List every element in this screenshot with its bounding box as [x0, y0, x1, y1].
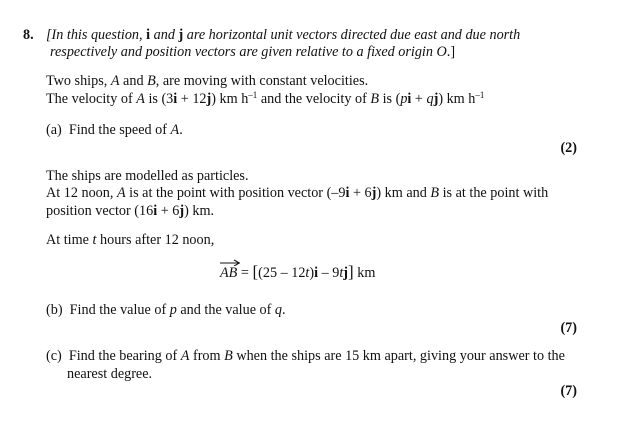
- text: The velocity of: [46, 91, 137, 107]
- part-b: [46, 302, 286, 318]
- intro-text: are horizontal unit vectors directed due east and due north: [183, 27, 521, 43]
- text: +: [411, 91, 427, 107]
- text: is at the point with: [439, 185, 549, 201]
- text: + 6: [349, 185, 372, 201]
- marks-part-b: (7): [560, 320, 577, 336]
- part-label: (b): [46, 302, 63, 318]
- p2-line-3: [46, 203, 214, 219]
- unit-vector-i: i: [345, 185, 350, 201]
- text: At time: [46, 232, 93, 248]
- question-number: 8.: [23, 27, 34, 43]
- origin-label: O: [436, 44, 447, 60]
- superscript: –1: [475, 90, 485, 100]
- unit-vector-i: i: [407, 91, 412, 107]
- vector-arrow-icon: [220, 258, 240, 266]
- text: .: [179, 122, 183, 138]
- text: Two ships,: [46, 73, 111, 89]
- text: ): [309, 265, 315, 281]
- text: Find the value of: [69, 302, 170, 318]
- variable-p: p: [400, 91, 408, 107]
- unit-vector-j: j: [178, 27, 184, 43]
- equals-sign: =: [237, 265, 253, 281]
- intro-text: respectively and position vectors are given relative to a fixed origin: [50, 44, 437, 60]
- text: + 6: [157, 203, 180, 219]
- text: hours after 12 noon,: [96, 232, 215, 248]
- intro-line-2: [50, 44, 455, 60]
- ship-b-label: B: [370, 91, 380, 107]
- variable-t: t: [305, 265, 310, 281]
- text: is (: [379, 91, 401, 107]
- intro-bracket: [: [46, 27, 52, 43]
- intro-line-1: [46, 27, 520, 43]
- text: At 12 noon,: [46, 185, 117, 201]
- unit-vector-i: i: [153, 203, 158, 219]
- p2-line-2: [46, 185, 548, 201]
- text: is at the point with position vector (–9: [125, 185, 346, 201]
- text: and the velocity of: [257, 91, 371, 107]
- part-c-line-2: nearest degree.: [67, 366, 153, 382]
- intro-text: and: [150, 27, 179, 43]
- part-label: (a): [46, 122, 62, 138]
- p1-line-1: [46, 73, 368, 89]
- p2-line-1: The ships are modelled as particles.: [46, 168, 249, 184]
- vector-ab-label: AB: [220, 265, 238, 281]
- text: when the ships are 15 km apart, giving your answer to the: [232, 348, 565, 364]
- unit-vector-j: j: [371, 185, 377, 201]
- variable-t: t: [339, 265, 344, 281]
- p2-line-4: [46, 232, 214, 248]
- text: position vector (16: [46, 203, 154, 219]
- text: and the value of: [176, 302, 275, 318]
- marks-part-c: (7): [560, 383, 577, 399]
- text: – 9: [318, 265, 340, 281]
- part-label: (c): [46, 348, 62, 364]
- intro-bracket: .]: [446, 44, 456, 60]
- unit-text: ) km h: [438, 91, 476, 107]
- p1-line-2: [46, 91, 484, 107]
- unit-vector-i: i: [146, 27, 151, 43]
- unit-vector-i: i: [314, 265, 319, 281]
- ship-b-label: B: [224, 348, 233, 364]
- text: Find the speed of: [68, 122, 171, 138]
- text: , are moving with constant velocities.: [155, 73, 369, 89]
- variable-q: q: [426, 91, 434, 107]
- part-a: [46, 122, 183, 138]
- ship-b-label: B: [147, 73, 156, 89]
- unit-vector-i: i: [173, 91, 178, 107]
- ship-a-label: A: [180, 348, 190, 364]
- variable-p: p: [169, 302, 177, 318]
- text: .: [282, 302, 286, 318]
- ship-a-label: A: [136, 91, 145, 107]
- vector-ab: [220, 265, 237, 281]
- text: + 12: [177, 91, 207, 107]
- text: from: [189, 348, 225, 364]
- bracket: ]: [348, 262, 354, 281]
- variable-q: q: [274, 302, 283, 318]
- text: and: [119, 73, 148, 89]
- ship-a-label: A: [116, 185, 126, 201]
- displacement-equation: [220, 264, 375, 281]
- variable-t: t: [92, 232, 97, 248]
- superscript: –1: [248, 90, 258, 100]
- unit-text: ) km h: [211, 91, 249, 107]
- marks-part-a: (2): [560, 140, 577, 156]
- ship-a-label: A: [170, 122, 180, 138]
- text: Find the bearing of: [68, 348, 181, 364]
- text: (25 – 12: [258, 265, 306, 281]
- ship-b-label: B: [430, 185, 440, 201]
- unit-vector-j: j: [179, 203, 185, 219]
- bracket: [: [252, 262, 259, 281]
- unit-text: km: [353, 265, 376, 281]
- text: ) km.: [184, 203, 215, 219]
- unit-vector-j: j: [206, 91, 212, 107]
- part-c-line-1: [46, 348, 565, 364]
- ship-a-label: A: [110, 73, 120, 89]
- intro-text: In this question,: [51, 27, 147, 43]
- unit-vector-j: j: [433, 91, 439, 107]
- unit-vector-j: j: [343, 265, 349, 281]
- text: ) km and: [376, 185, 431, 201]
- text: is (3: [144, 91, 174, 107]
